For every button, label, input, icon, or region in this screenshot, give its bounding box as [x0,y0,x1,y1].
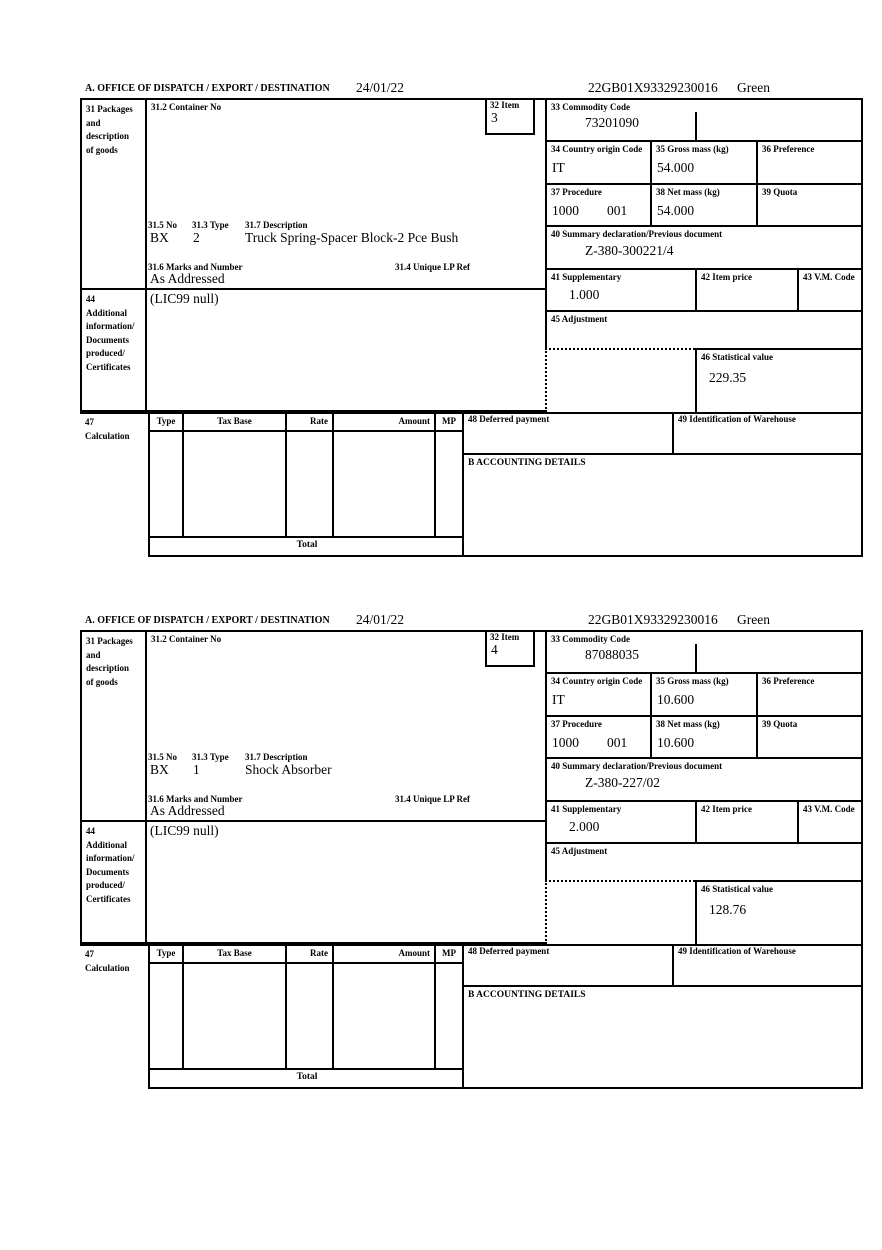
box-36-preference [756,672,863,715]
package-no-value: BX [150,230,169,245]
package-no-label: 31.5 No [148,752,177,762]
commodity-code-value: 73201090 [585,114,639,130]
item-price-label: 42 Item price [701,804,752,814]
declaration-item-section [80,612,864,1090]
statistical-value: 128.76 [709,901,747,917]
rate-header: Rate [287,944,332,964]
box-45-adjustment [545,310,863,348]
box-49-warehouse [672,412,863,455]
box-33-commodity-code [545,98,863,140]
description-value: Truck Spring-Spacer Block-2 Pce Bush [245,230,459,245]
marks-label: 31.6 Marks and Number [148,794,243,804]
route-status: Green [737,612,770,627]
box-47-label-line: 47 [85,949,94,959]
calculation-table [148,944,464,1070]
box-44-label-line: Documents [86,866,129,877]
calculation-col-type [150,944,182,1068]
mp-header: MP [436,412,462,432]
previous-document-value: Z-380-300221/4 [585,242,674,258]
route-status: Green [737,80,770,95]
box-42-item-price [695,800,797,842]
warehouse-label: 49 Identification of Warehouse [678,946,796,956]
box-44-label-line: Documents [86,334,129,345]
vm-code-label: 43 V.M. Code [803,272,855,282]
box-36-preference [756,140,863,183]
commodity-code-label: 33 Commodity Code [551,634,630,644]
commodity-code-label: 33 Commodity Code [551,102,630,112]
box-39-quota [756,183,863,225]
adjustment-label: 45 Adjustment [551,314,608,324]
unique-lp-ref-label: 31.4 Unique LP Ref [395,794,471,804]
deferred-payment-label: 48 Deferred payment [468,414,550,424]
box-35-gross-mass [650,140,756,183]
amount-header: Amount [334,944,434,964]
box-43-vm-code [797,268,863,310]
calculation-col-mp [434,944,462,1068]
box-44-label-line: Additional [86,307,128,318]
tax-base-header: Tax Base [184,412,285,432]
box-48-deferred-payment [462,944,672,987]
box-46-statistical-value [695,880,863,944]
description-label: 31.7 Description [245,220,308,230]
box-44-label-line: Additional [86,839,128,850]
declaration-item-section [80,80,864,558]
gross-mass-label: 35 Gross mass (kg) [656,144,729,154]
total-row [148,1070,464,1087]
unique-lp-ref-label: 31.4 Unique LP Ref [395,262,471,272]
type-header: Type [150,412,182,432]
box-46-dotted-region [545,348,695,412]
calculation-col-rate [285,412,332,536]
package-type-label: 31.3 Type [192,220,229,230]
previous-document-label: 40 Summary declaration/Previous document [551,229,723,239]
supplementary-label: 41 Supplementary [551,272,622,282]
box-b-accounting-details [462,455,863,557]
box-b-accounting-details [462,987,863,1089]
commodity-code-divider [695,644,697,672]
quota-label: 39 Quota [762,719,798,729]
box-39-quota [756,715,863,757]
box-41-supplementary [545,268,695,310]
deferred-payment-label: 48 Deferred payment [468,946,550,956]
description-value: Shock Absorber [245,762,332,777]
box-38-net-mass [650,715,756,757]
package-type-label: 31.3 Type [192,752,229,762]
office-of-dispatch-label: A. OFFICE OF DISPATCH / EXPORT / DESTINATION [85,83,330,94]
commodity-code-divider [695,112,697,140]
previous-document-label: 40 Summary declaration/Previous document [551,761,723,771]
box-46-dotted-region [545,880,695,944]
country-origin-label: 34 Country origin Code [551,144,643,154]
declaration-reference: 22GB01X93329230016 [588,612,718,627]
gross-mass-value: 54.000 [657,159,695,175]
box-37-procedure [545,183,650,225]
box-42-item-price [695,268,797,310]
accounting-details-label: B ACCOUNTING DETAILS [468,458,586,468]
container-no-label: 31.2 Container No [151,634,222,644]
box-31-label-line: description [86,131,130,141]
container-no-label: 31.2 Container No [151,102,222,112]
box-48-deferred-payment [462,412,672,455]
calculation-col-tax-base [182,944,285,1068]
package-type-value: 2 [193,230,200,245]
box-38-net-mass [650,183,756,225]
procedure-value-b: 001 [607,202,628,218]
quota-label: 39 Quota [762,187,798,197]
form-bottom-border [148,1087,863,1089]
total-row [148,538,464,555]
declaration-date: 24/01/22 [356,612,405,627]
previous-document-value: Z-380-227/02 [585,774,660,790]
accounting-details-label: B ACCOUNTING DETAILS [468,990,586,1000]
box-44-content [145,288,545,412]
office-of-dispatch-label: A. OFFICE OF DISPATCH / EXPORT / DESTINATION [85,615,330,626]
box-31-label-line: of goods [86,144,118,155]
net-mass-value: 10.600 [657,734,695,750]
item-label: 32 Item [490,100,520,110]
box-31-label-line: 31 Packages [86,104,133,114]
procedure-value-b: 001 [607,734,628,750]
box-31-packages-label [80,98,145,288]
box-44-label-line: information/ [86,853,135,863]
procedure-value-a: 1000 [552,202,579,218]
additional-info-value: (LIC99 null) [150,291,219,306]
preference-label: 36 Preference [762,676,815,686]
box-33-commodity-code [545,630,863,672]
net-mass-label: 38 Net mass (kg) [656,719,720,729]
calculation-col-amount [332,412,434,536]
box-47-label-line: Calculation [85,430,130,441]
adjustment-label: 45 Adjustment [551,846,608,856]
box-34-country-origin [545,140,650,183]
item-number-value: 3 [491,109,498,125]
box-40-previous-document [545,757,863,800]
box-44-label-line: information/ [86,321,135,331]
supplementary-label: 41 Supplementary [551,804,622,814]
commodity-code-value: 87088035 [585,646,639,662]
net-mass-value: 54.000 [657,202,695,218]
box-45-adjustment [545,842,863,880]
declaration-reference: 22GB01X93329230016 [588,80,718,95]
statistical-value: 229.35 [709,369,747,385]
box-31-packages-label [80,630,145,820]
package-no-label: 31.5 No [148,220,177,230]
box-44-additional-label [80,288,145,412]
form-right-border [861,630,863,1089]
calculation-col-tax-base [182,412,285,536]
form-right-border [861,98,863,557]
item-price-label: 42 Item price [701,272,752,282]
box-44-label-line: Certificates [86,361,131,372]
box-44-label-line: produced/ [86,348,125,358]
supplementary-value: 1.000 [569,286,600,302]
box-43-vm-code [797,800,863,842]
box-44-label-line: Certificates [86,893,131,904]
box-31-label-line: description [86,663,130,673]
preference-label: 36 Preference [762,144,815,154]
box-37-procedure [545,715,650,757]
statistical-value-label: 46 Statistical value [701,352,773,362]
statistical-value-label: 46 Statistical value [701,884,773,894]
box-40-previous-document [545,225,863,268]
vm-code-label: 43 V.M. Code [803,804,855,814]
form-bottom-border [148,555,863,557]
country-origin-value: IT [552,691,565,707]
marks-value: As Addressed [150,271,225,286]
box-31-label-line: and [86,649,101,660]
net-mass-label: 38 Net mass (kg) [656,187,720,197]
box-34-country-origin [545,672,650,715]
procedure-label: 37 Procedure [551,719,602,729]
item-label: 32 Item [490,632,520,642]
box-47-calculation-label [85,948,145,975]
box-44-label-line: 44 [86,826,95,836]
box-31-label-line: 31 Packages [86,636,133,646]
box-31-label-line: of goods [86,676,118,687]
box-31-label-line: and [86,117,101,128]
type-header: Type [150,944,182,964]
supplementary-value: 2.000 [569,818,600,834]
country-origin-label: 34 Country origin Code [551,676,643,686]
box-44-content [145,820,545,944]
box-46-statistical-value [695,348,863,412]
calculation-col-amount [332,944,434,1068]
box-35-gross-mass [650,672,756,715]
mp-header: MP [436,944,462,964]
gross-mass-value: 10.600 [657,691,695,707]
package-no-value: BX [150,762,169,777]
additional-info-value: (LIC99 null) [150,823,219,838]
calculation-col-rate [285,944,332,1068]
box-49-warehouse [672,944,863,987]
amount-header: Amount [334,412,434,432]
country-origin-value: IT [552,159,565,175]
item-number-value: 4 [491,641,498,657]
rate-header: Rate [287,412,332,432]
box-47-label-line: 47 [85,417,94,427]
marks-label: 31.6 Marks and Number [148,262,243,272]
gross-mass-label: 35 Gross mass (kg) [656,676,729,686]
box-44-label-line: 44 [86,294,95,304]
total-label: Total [296,1072,318,1082]
box-41-supplementary [545,800,695,842]
box-32-item [485,98,535,135]
calculation-table [148,412,464,538]
box-44-additional-label [80,820,145,944]
warehouse-label: 49 Identification of Warehouse [678,414,796,424]
marks-value: As Addressed [150,803,225,818]
box-32-item [485,630,535,667]
box-44-label-line: produced/ [86,880,125,890]
procedure-label: 37 Procedure [551,187,602,197]
box-47-calculation-label [85,416,145,443]
tax-base-header: Tax Base [184,944,285,964]
declaration-date: 24/01/22 [356,80,405,95]
total-label: Total [296,540,318,550]
procedure-value-a: 1000 [552,734,579,750]
calculation-col-type [150,412,182,536]
box-47-label-line: Calculation [85,962,130,973]
package-type-value: 1 [193,762,200,777]
description-label: 31.7 Description [245,752,308,762]
calculation-col-mp [434,412,462,536]
